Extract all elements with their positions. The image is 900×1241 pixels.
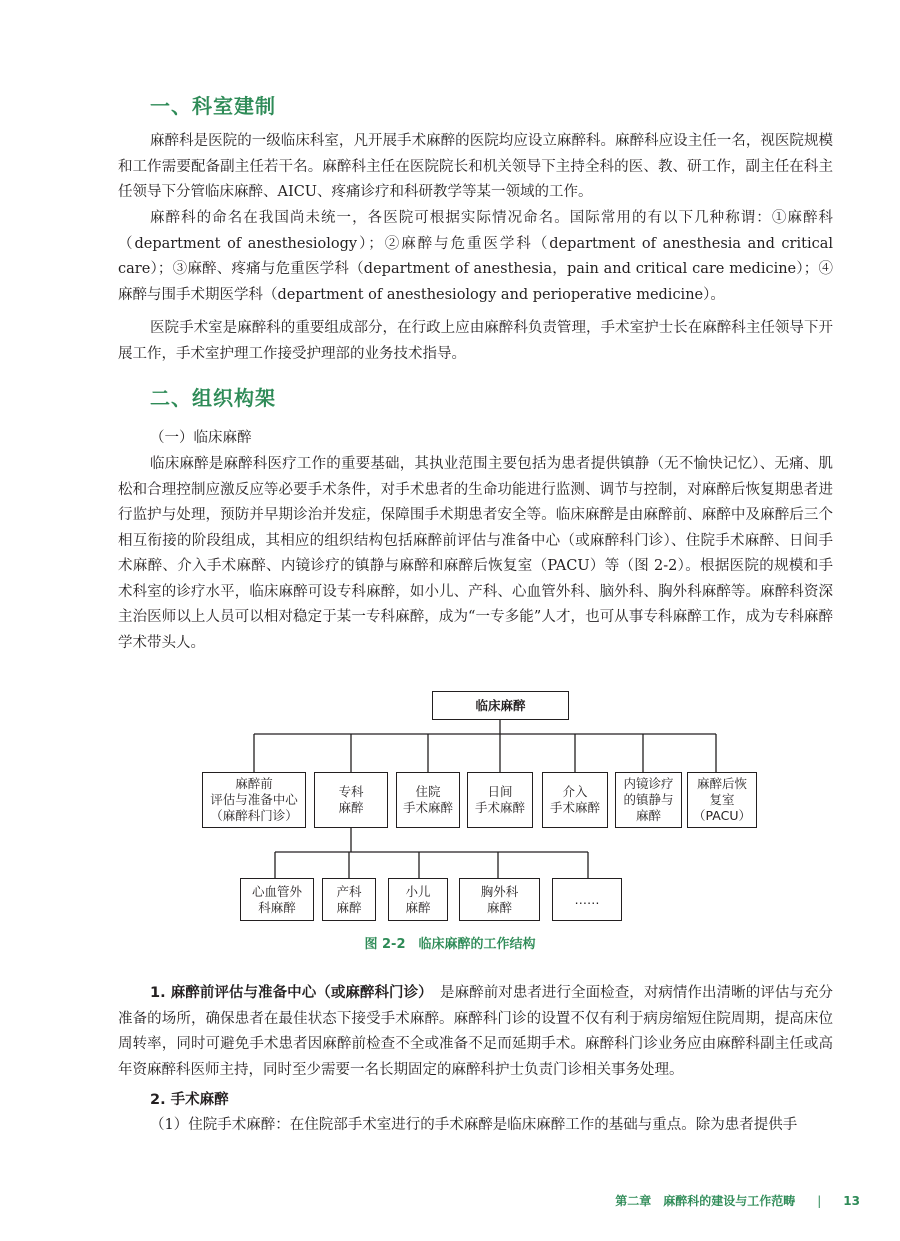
org-node-more: …… bbox=[552, 878, 622, 921]
subheading: （一）临床麻醉 bbox=[150, 430, 252, 446]
figure-caption: 图 2-2 临床麻醉的工作结构 bbox=[364, 937, 536, 952]
paragraph-body: 是麻醉前对患者进行全面检查，对病情作出清晰的评估与充分准备的场所，确保患者在最佳状态下接受手术麻醉。麻醉科门诊的设置不仅有利于病房缩短住院周期，提高床位周转率，同时可避免手术患者因麻醉前检查不全或准备不足而延期手术。麻醉科门诊业务应由麻醉科副主任或高年资麻醉科医师主持，同时至少需要一名长期固定的麻醉科护士负责门诊相关事务处理。 bbox=[118, 985, 833, 1078]
numbered-heading: 2. 手术麻醉 bbox=[150, 1092, 229, 1108]
org-node-thoracic: 胸外科 麻醉 bbox=[459, 878, 540, 921]
footer-separator: | bbox=[817, 1193, 822, 1208]
section-heading-1: 一、科室建制 bbox=[150, 94, 276, 118]
paragraph: 临床麻醉是麻醉科医疗工作的重要基础，其执业范围主要包括为患者提供镇静（无不愉快记忆）、无痛、肌松和合理控制应激反应等必要手术条件，对手术患者的生命功能进行监测、调节与控制，对麻醉后恢复期患者进行监护与处理，预防并早期诊治并发症，保障围手术期患者安全等。临床麻醉是由麻醉前、麻醉中及麻醉后三个相互衔接的阶段组成，其相应的组织结构包括麻醉前评估与准备中心（或麻醉科门诊）、住院手术麻醉、日间手术麻醉、介入手术麻醉、内镜诊疗的镇静与麻醉和麻醉后恢复室（PACU）等（图 2-2）。根据医院的规模和手术科室的诊疗水平，临床麻醉可设专科麻醉，如小儿、产科、心血管外科、脑外科、胸外科麻醉等。麻醉科资深主治医师以上人员可以相对稳定于某一专科麻醉，成为“一专多能”人才，也可从事专科麻醉工作，成为专科麻醉学术带头人。 bbox=[118, 456, 833, 651]
org-node-cardiovascular: 心血管外 科麻醉 bbox=[240, 878, 314, 921]
paragraph bbox=[118, 981, 833, 1083]
org-node-pacu: 麻醉后恢 复室 （PACU） bbox=[687, 772, 757, 828]
org-node-pediatric: 小儿 麻醉 bbox=[388, 878, 448, 921]
paragraph: （1）住院手术麻醉：在住院部手术室进行的手术麻醉是临床麻醉工作的基础与重点。除为患者提供手 bbox=[150, 1117, 798, 1133]
org-node-obstetric: 产科 麻醉 bbox=[322, 878, 376, 921]
org-node-specialty: 专科 麻醉 bbox=[314, 772, 388, 828]
paragraph: 医院手术室是麻醉科的重要组成部分，在行政上应由麻醉科负责管理，手术室护士长在麻醉科主任领导下开展工作，手术室护理工作接受护理部的业务技术指导。 bbox=[118, 320, 833, 362]
paragraph: 麻醉科的命名在我国尚未统一，各医院可根据实际情况命名。国际常用的有以下几种称谓：①麻醉科（department of anesthesiology）；②麻醉与危重医学科（department of anesthesia and critical care）；③麻醉、疼痛与危重医学科（department of anesthesia，pain and critical care medicine）；④麻醉与围手术期医学科（department of anesthesiology and perioperative medicine）。 bbox=[118, 210, 833, 303]
paragraph: 麻醉科是医院的一级临床科室，凡开展手术麻醉的医院均应设立麻醉科。麻醉科应设主任一名，视医院规模和工作需要配备副主任若干名。麻醉科主任在医院院长和机关领导下主持全科的医、教、研工作，副主任在科主任领导下分管临床麻醉、AICU、疼痛诊疗和科研教学等某一领域的工作。 bbox=[118, 133, 833, 200]
org-node-inpatient: 住院 手术麻醉 bbox=[396, 772, 460, 828]
page-footer bbox=[615, 1192, 860, 1209]
org-node-preanesthesia: 麻醉前 评估与准备中心 （麻醉科门诊） bbox=[202, 772, 306, 828]
chapter-title: 第二章 麻醉科的建设与工作范畴 bbox=[615, 1194, 796, 1208]
org-node-endoscopy: 内镜诊疗 的镇静与 麻醉 bbox=[615, 772, 682, 828]
paragraph-lead: 1. 麻醉前评估与准备中心（或麻醉科门诊） bbox=[150, 985, 426, 1001]
org-root-box: 临床麻醉 bbox=[432, 691, 569, 720]
section-heading-2: 二、组织构架 bbox=[150, 386, 276, 410]
page-number: 13 bbox=[843, 1193, 860, 1208]
org-node-interventional: 介入 手术麻醉 bbox=[542, 772, 608, 828]
org-node-daysurgery: 日间 手术麻醉 bbox=[467, 772, 533, 828]
